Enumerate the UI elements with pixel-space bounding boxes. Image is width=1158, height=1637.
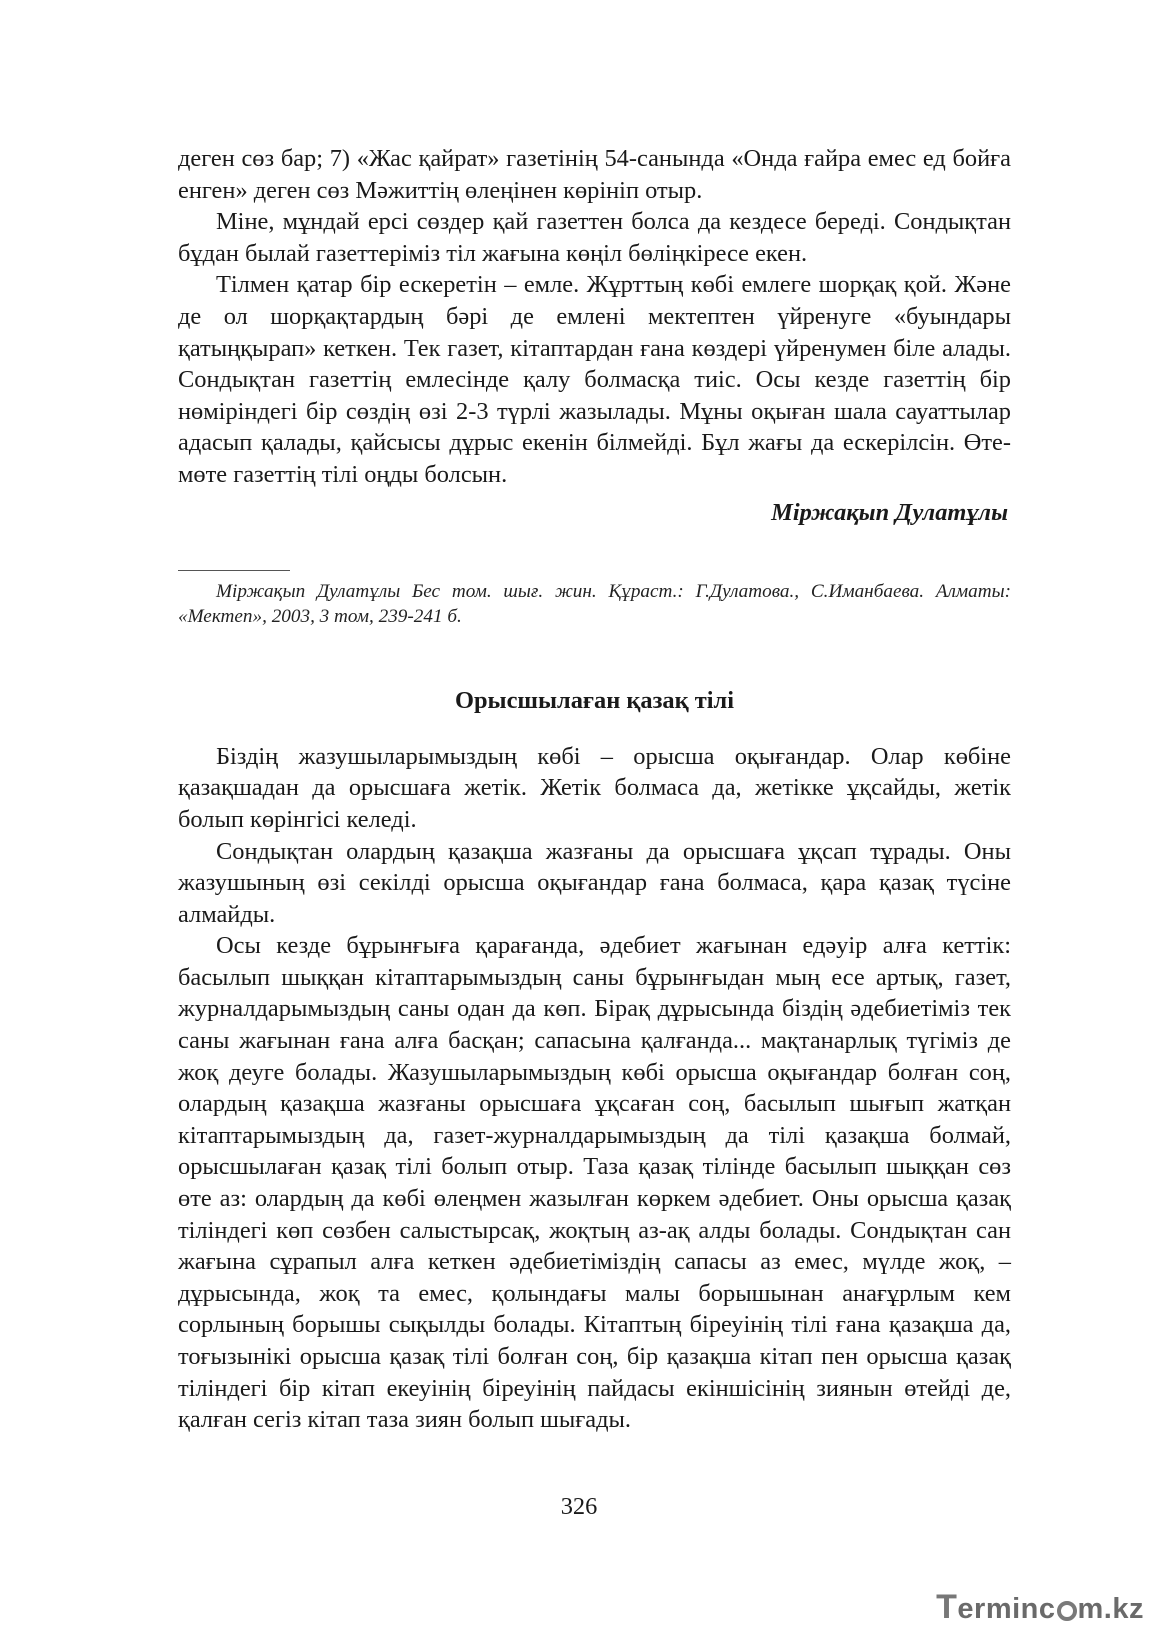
paragraph: Біздің жазушыларымыздың көбі – орысша оқығандар. Олар көбіне қазақшадан да орысшаға жетік. Жетік болмаса да, жетікке ұқсайды, жетік болып көрінгісі келеді.: [178, 742, 1011, 833]
paragraph: Осы кезде бұрынғыға қарағанда, әдебиет жағынан едәуір алға кеттік: басылып шыққан кітаптарымыздың саны бұрынғыдан мың есе артық, газет, журналдарымыздың саны одан да көп. Бірақ дұрысында біздің әдебиетіміз тек саны жағынан ғана алға басқан; сапасына қалғанда... мақтанарлық түгіміз де жоқ деуге болады. Жазушыларымыздың көбі орысша оқығандар болған соң, олардың қазақша жазғаны орысшаға ұқсаған соң, басылып шығып жатқан кітаптарымыздың да, газет-журналдарымыздың да тілі қазақша болмай, орысшылаған қазақ тілі болып отыр. Таза қазақ тілінде басылып шыққан сөз өте аз: олардың да көбі өлеңмен жазылған көркем әдебиет. Оны орысша қазақ тіліндегі көп сөзбен салыстырсақ, жоқтың аз-ақ алды болады. Сондықтан сан жағына сұрапыл алға кеткен әдебиетіміздің сапасы аз емес, мүлде жоқ, – дұрысында, жоқ та емес, қолындағы малы борышынан анағұрлым кем сорлының борышы сықылды болады. Кітаптың біреуінің тілі ғана қазақша да, тоғызынікі орысша қазақ тілі болған соң, бір қазақша кітап пен орысша қазақ тіліндегі бір кітап екеуінің біреуінің пайдасы екіншісінің зиянын өтейді де, қалған сегіз кітап таза зиян болып шығады.: [178, 932, 1011, 1434]
author-signature: Міржақып Дулатұлы: [771, 498, 1008, 526]
watermark-text-end: m.kz: [1077, 1593, 1144, 1625]
paragraph-continued: деген сөз бар; 7) «Жас қайрат» газетінің 54-санында «Онда ғайра емес ед бойға енген» деген сөз Мәжиттің өлеңінен көрініп отыр.: [178, 145, 1011, 204]
magnifier-o-icon: [1057, 1601, 1077, 1621]
footnote: Міржақып Дулатұлы Бес том. шығ. жин. Құраст.: Г.Дулатова., С.Иманбаева. Алматы: «Мектеп», 2003, 3 том, 239-241 б.: [178, 581, 1011, 628]
site-watermark-logo: [936, 1584, 1144, 1624]
section-title: Орысшылаған қазақ тілі: [455, 687, 734, 715]
page-number: 326: [560, 1493, 598, 1520]
watermark-text: erminc: [957, 1593, 1056, 1625]
watermark-letter: T: [936, 1588, 958, 1626]
paragraph: Тілмен қатар бір ескеретін – емле. Жұрттың көбі емлеге шорқақ қой. Және де ол шорқақтардың бәрі де емлені мектептен үйренуге «буындары қатыңқырап» кеткен. Тек газет, кітаптардан ғана көздері үйренумен біле алады. Сондықтан газеттің емлесінде қалу болмасқа тиіс. Осы кезде газеттің бір нөміріндегі бір сөздің өзі 2-3 түрлі жазылады. Мұны оқыған шала сауаттылар адасып қалады, қайсысы дұрыс екенін білмейді. Бұл жағы да ескерілсін. Өте-мөте газеттің тілі оңды болсын.: [178, 271, 1011, 488]
footnote-divider: [178, 570, 290, 571]
paragraph: Міне, мұндай ерсі сөздер қай газеттен болса да кездесе береді. Сондықтан бұдан былай газеттеріміз тіл жағына көңіл бөліңкіресе екен.: [178, 208, 1011, 267]
document-page: [178, 143, 1011, 1436]
paragraph: Сондықтан олардың қазақша жазғаны да орысшаға ұқсап тұрады. Оны жазушының өзі секілді орысша оқығандар ғана болмаса, қара қазақ түсіне алмайды.: [178, 837, 1011, 928]
